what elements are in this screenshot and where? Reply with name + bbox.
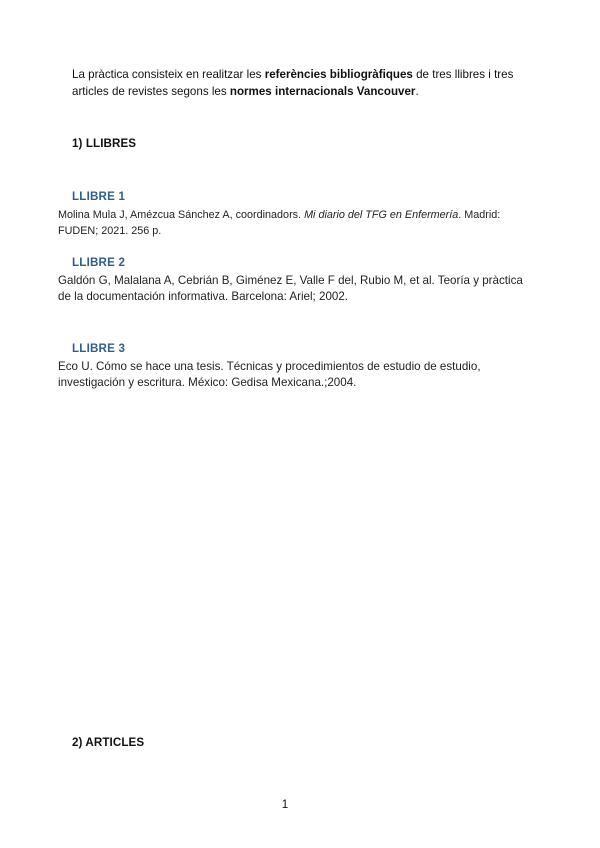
book-1-ref-authors: Molina Mula J, Amézcua Sánchez A, coordinadors. xyxy=(58,209,305,221)
intro-text-2: de tres llibres i tres articles de revistes segons les xyxy=(72,68,514,98)
intro-paragraph xyxy=(72,66,542,100)
intro-text-1: La pràctica consisteix en realitzar les xyxy=(72,68,265,81)
book-2-reference: Galdón G, Malalana A, Cebrián B, Giménez E, Valle F del, Rubio M, et al. Teoría y pràctica de la documentación informativa. Barcelona: Ariel; 2002. xyxy=(58,274,523,303)
intro-bold-vancouver: normes internacionals Vancouver xyxy=(229,85,416,98)
section-heading-articles: 2) ARTICLES xyxy=(72,736,145,749)
book-1-reference xyxy=(58,207,528,239)
page-number: 1 xyxy=(281,798,289,811)
intro-text-3: . xyxy=(415,85,419,98)
book-1-ref-publication: . Madrid: FUDEN; 2021. 256 p. xyxy=(58,209,501,237)
book-3-heading: LLIBRE 3 xyxy=(72,342,126,355)
intro-bold-references: referències bibliogràfiques xyxy=(264,68,413,81)
book-2-heading: LLIBRE 2 xyxy=(72,256,126,269)
book-3-reference: Eco U. Cómo se hace una tesis. Técnicas y procedimientos de estudio de estudio, investigación y escritura. México: Gedisa Mexicana.;2004. xyxy=(58,360,481,389)
book-1-ref-title: Mi diario del TFG en Enfermería xyxy=(304,209,459,221)
book-1-heading: LLIBRE 1 xyxy=(72,190,126,203)
section-heading-books: 1) LLIBRES xyxy=(72,137,137,150)
